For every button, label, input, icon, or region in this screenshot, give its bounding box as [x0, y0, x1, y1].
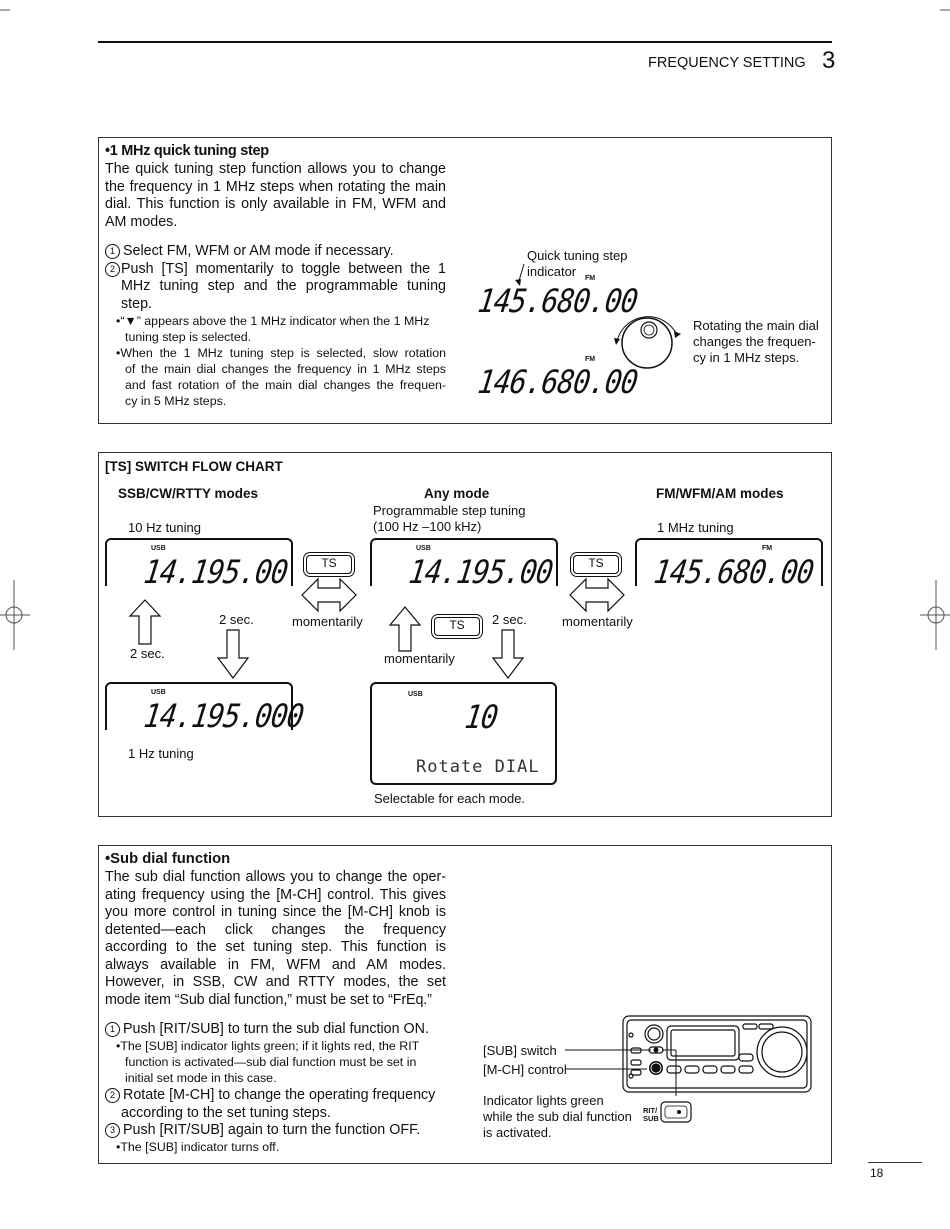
col1-title: SSB/CW/RTTY modes — [118, 486, 259, 501]
ts-button-center: TS — [434, 617, 480, 636]
sub-dial-step2-line2: according to the set tuning steps. — [121, 1104, 331, 1121]
double-arrow-right — [568, 577, 628, 613]
sub-step-marker-1: 1 — [105, 1022, 120, 1037]
two-sec-col1-b: 2 sec. — [130, 646, 165, 661]
section-number: 3 — [822, 47, 836, 74]
sub-dial-intro-7: However, in SSB, CW and RTTY modes, the set — [105, 974, 446, 990]
col1-tuning: 10 Hz tuning — [128, 520, 201, 535]
indicator-label-2: indicator — [527, 264, 577, 279]
main-dial-icon — [605, 305, 685, 385]
quick-step-step2-line3: step. — [121, 295, 152, 312]
ts-button-left: TS — [306, 555, 352, 574]
momentarily-center: momentarily — [384, 651, 455, 666]
quick-step-note2-line4: cy in 5 MHz steps. — [125, 394, 227, 408]
rotate-dial-text: Rotate DIAL — [416, 757, 540, 777]
fig-mode-fm-2: FM — [585, 356, 596, 363]
fig-mode-fm-1: FM — [585, 275, 596, 282]
quick-step-step2-line2: MHz tuning step and the programmable tuning — [121, 278, 446, 294]
indicator-green-label-2: while the sub dial function — [483, 1109, 632, 1124]
sub-dial-step3 — [105, 1122, 420, 1140]
sub-dial-intro-1: The sub dial function allows you to change the oper- — [105, 869, 446, 885]
display-step-value: 10 — [462, 698, 500, 736]
sub-dial-intro-5: according to the set tuning step. This function is — [105, 939, 446, 955]
quick-step-intro-4: AM modes. — [105, 213, 178, 230]
step-marker-2: 2 — [105, 262, 120, 277]
sub-dial-intro-2: ating frequency using the [M-CH] control. This gives — [105, 886, 446, 903]
footer-rule — [868, 1162, 922, 1163]
sub-dial-note1-line2: function is activated—sub dial function must be set in — [125, 1055, 417, 1069]
quick-step-step1-text: Select FM, WFM or AM mode if necessary. — [123, 243, 394, 259]
sub-dial-step2-line1: Rotate [M-CH] to change the operating frequency — [123, 1087, 436, 1103]
header-rule — [98, 41, 832, 43]
quick-step-note1-line2: tuning step is selected. — [125, 330, 252, 344]
dial-label-3: cy in 1 MHz steps. — [693, 350, 800, 365]
sub-dial-intro-6: always available in FM, WFM and AM modes. — [105, 956, 446, 973]
quick-step-note1-line1: •“▼” appears above the 1 MHz indicator when the 1 MHz — [116, 314, 430, 328]
display-prog-freq: 14.195.00 — [406, 553, 555, 591]
col2-tuning-2: (100 Hz –100 kHz) — [373, 519, 482, 534]
selectable-label: Selectable for each mode. — [374, 791, 526, 806]
rit-sub-label-1: RIT/ — [643, 1106, 658, 1115]
sub-dial-step1-text: Push [RIT/SUB] to turn the sub dial function ON. — [123, 1021, 429, 1037]
sub-switch-label: [SUB] switch — [483, 1043, 557, 1058]
arrow-up-col1 — [128, 598, 162, 646]
col2-tuning-1: Programmable step tuning — [373, 503, 526, 518]
one-hz-tuning: 1 Hz tuning — [128, 746, 194, 761]
display-10hz-freq: 14.195.00 — [141, 553, 290, 591]
sub-dial-note1-line1: •The [SUB] indicator lights green; if it lights red, the RIT — [116, 1039, 420, 1053]
rit-sub-label-2: SUB — [643, 1114, 659, 1123]
quick-step-intro-3: dial. This function is only available in FM, WFM and — [105, 196, 446, 212]
display-1hz-mode: USB — [151, 689, 166, 696]
sub-dial-intro-3: you more control in tuning since the [M-CH] knob is — [105, 904, 446, 920]
indicator-label-1: Quick tuning step — [527, 248, 628, 263]
dial-label-1: Rotating the main dial — [693, 318, 819, 333]
mch-control-label: [M-CH] control — [483, 1062, 567, 1077]
sub-dial-note1-line3: initial set mode in this case. — [125, 1071, 277, 1085]
freq-before: 145.680.00 — [475, 282, 640, 320]
sub-dial-intro-4: detented—each click changes the frequency — [105, 921, 446, 938]
momentarily-right: momentarily — [562, 614, 633, 629]
momentarily-left: momentarily — [292, 614, 363, 629]
indicator-green-label-3: is activated. — [483, 1125, 552, 1140]
col2-title: Any mode — [424, 486, 490, 501]
double-arrow-left — [300, 577, 360, 613]
sub-dial-step3-text: Push [RIT/SUB] again to turn the function OFF. — [123, 1122, 421, 1138]
sub-dial-step1 — [105, 1021, 429, 1039]
arrow-down-col2 — [491, 628, 525, 680]
page-number: 18 — [870, 1166, 884, 1180]
freq-after: 146.680.00 — [475, 363, 640, 401]
display-step-mode: USB — [408, 691, 423, 698]
two-sec-col1-a: 2 sec. — [219, 612, 254, 627]
col3-tuning: 1 MHz tuning — [657, 520, 734, 535]
flow-chart-title: [TS] SWITCH FLOW CHART — [105, 459, 283, 474]
arrow-down-col1 — [216, 628, 250, 680]
dial-label-2: changes the frequen- — [693, 334, 816, 349]
quick-step-intro-1: The quick tuning step function allows you to change — [105, 161, 446, 177]
quick-step-intro-2: the frequency in 1 MHz steps when rotating the main — [105, 178, 446, 195]
quick-step-step1 — [105, 243, 394, 261]
sub-dial-step2 — [105, 1087, 435, 1105]
quick-step-step2-line1: Push [TS] momentarily to toggle between the 1 — [121, 260, 446, 277]
step-marker-1: 1 — [105, 244, 120, 259]
ts-button-right: TS — [573, 555, 619, 574]
display-1mhz-mode: FM — [762, 545, 773, 552]
display-1hz-freq: 14.195.000 — [141, 697, 306, 735]
sub-dial-note3: •The [SUB] indicator turns off. — [116, 1140, 280, 1154]
sub-dial-intro-8: mode item “Sub dial function,” must be set to “FrEq.” — [105, 991, 432, 1008]
display-10hz-mode: USB — [151, 545, 166, 552]
two-sec-col2: 2 sec. — [492, 612, 527, 627]
sub-step-marker-3: 3 — [105, 1123, 120, 1138]
quick-step-note2-line2: of the main dial changes the frequency in 1 MHz steps — [125, 362, 446, 376]
quick-step-note2-line3: and fast rotation of the main dial changes the frequen- — [125, 378, 446, 392]
sub-step-marker-2: 2 — [105, 1088, 120, 1103]
quick-step-note2-line1: •When the 1 MHz tuning step is selected, slow rotation — [116, 346, 446, 360]
quick-step-heading: •1 MHz quick tuning step — [105, 143, 269, 159]
display-prog-mode: USB — [416, 545, 431, 552]
display-1mhz-freq: 145.680.00 — [651, 553, 816, 591]
sub-dial-heading: •Sub dial function — [105, 851, 231, 867]
col3-title: FM/WFM/AM modes — [656, 486, 784, 501]
arrow-up-col2 — [388, 605, 422, 653]
indicator-green-label-1: Indicator lights green — [483, 1093, 604, 1108]
section-title: FREQUENCY SETTING — [648, 55, 806, 71]
